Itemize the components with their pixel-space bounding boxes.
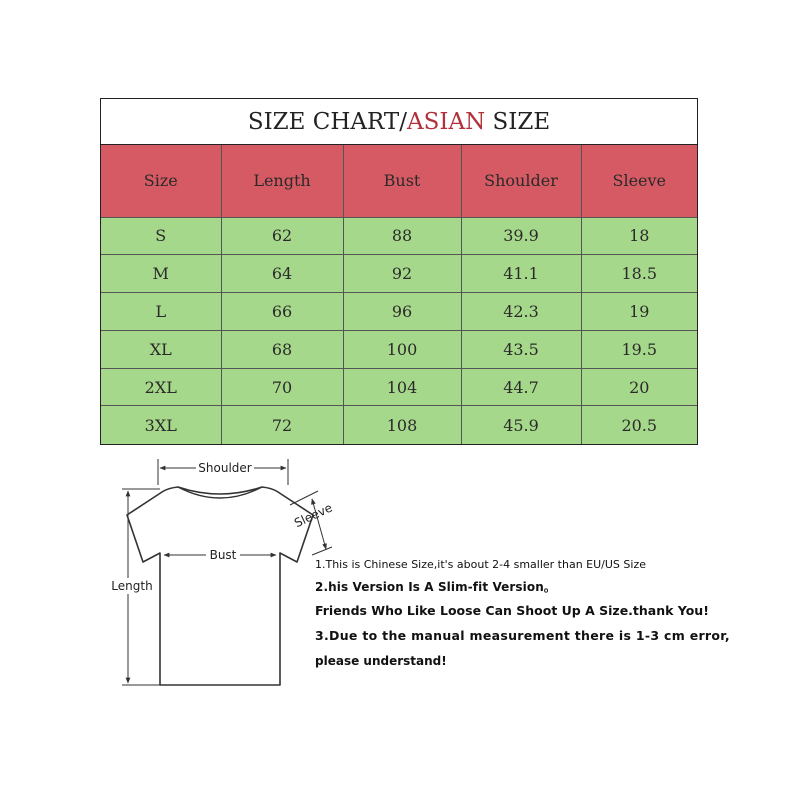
cell-length: 64 (221, 255, 343, 293)
note-line: 3.Due to the manual measurement there is 1-3 cm error, (315, 628, 730, 643)
note-line: please understand! (315, 654, 447, 668)
header-sleeve: Sleeve (581, 145, 697, 217)
cell-size: S (101, 217, 221, 255)
cell-sleeve: 20.5 (581, 406, 697, 444)
length-label: Length (111, 579, 153, 593)
cell-bust: 88 (343, 217, 461, 255)
sleeve-guide-top (290, 491, 318, 505)
tshirt-diagram-svg (100, 455, 340, 695)
chart-title-suffix: SIZE (485, 108, 551, 135)
table-row (101, 368, 697, 406)
table-row (101, 330, 697, 368)
cell-length: 72 (221, 406, 343, 444)
cell-size: L (101, 293, 221, 331)
cell-length: 70 (221, 368, 343, 406)
cell-size: 2XL (101, 368, 221, 406)
note-line: 2.his Version Is A Slim-fit Version。 (315, 580, 556, 594)
cell-bust: 92 (343, 255, 461, 293)
sleeve-label: Sleeve (292, 500, 335, 531)
cell-sleeve: 20 (581, 368, 697, 406)
chart-title (101, 99, 697, 145)
tshirt-diagram (100, 455, 340, 695)
table-row (101, 406, 697, 444)
cell-shoulder: 45.9 (461, 406, 581, 444)
size-table (101, 145, 697, 444)
chart-title-highlight: ASIAN (407, 108, 486, 135)
cell-sleeve: 18 (581, 217, 697, 255)
header-length: Length (221, 145, 343, 217)
chart-title-prefix: SIZE CHART/ (247, 108, 408, 135)
cell-size: 3XL (101, 406, 221, 444)
cell-bust: 96 (343, 293, 461, 331)
note-line: 1.This is Chinese Size,it's about 2-4 smaller than EU/US Size (315, 558, 646, 571)
cell-sleeve: 19.5 (581, 330, 697, 368)
cell-length: 66 (221, 293, 343, 331)
cell-shoulder: 39.9 (461, 217, 581, 255)
cell-shoulder: 43.5 (461, 330, 581, 368)
table-header-row (101, 145, 697, 217)
note-line: Friends Who Like Loose Can Shoot Up A Size.thank You! (315, 603, 709, 618)
cell-size: M (101, 255, 221, 293)
cell-bust: 100 (343, 330, 461, 368)
cell-shoulder: 44.7 (461, 368, 581, 406)
cell-shoulder: 41.1 (461, 255, 581, 293)
table-row (101, 217, 697, 255)
cell-length: 62 (221, 217, 343, 255)
shoulder-label: Shoulder (198, 461, 252, 475)
header-size: Size (101, 145, 221, 217)
sleeve-guide-bottom (312, 547, 332, 555)
cell-bust: 104 (343, 368, 461, 406)
cell-length: 68 (221, 330, 343, 368)
size-chart (100, 98, 698, 445)
table-row (101, 255, 697, 293)
header-shoulder: Shoulder (461, 145, 581, 217)
cell-shoulder: 42.3 (461, 293, 581, 331)
cell-size: XL (101, 330, 221, 368)
size-notes (315, 555, 785, 673)
cell-sleeve: 18.5 (581, 255, 697, 293)
cell-sleeve: 19 (581, 293, 697, 331)
header-bust: Bust (343, 145, 461, 217)
bust-label: Bust (209, 548, 237, 562)
table-row (101, 293, 697, 331)
cell-bust: 108 (343, 406, 461, 444)
